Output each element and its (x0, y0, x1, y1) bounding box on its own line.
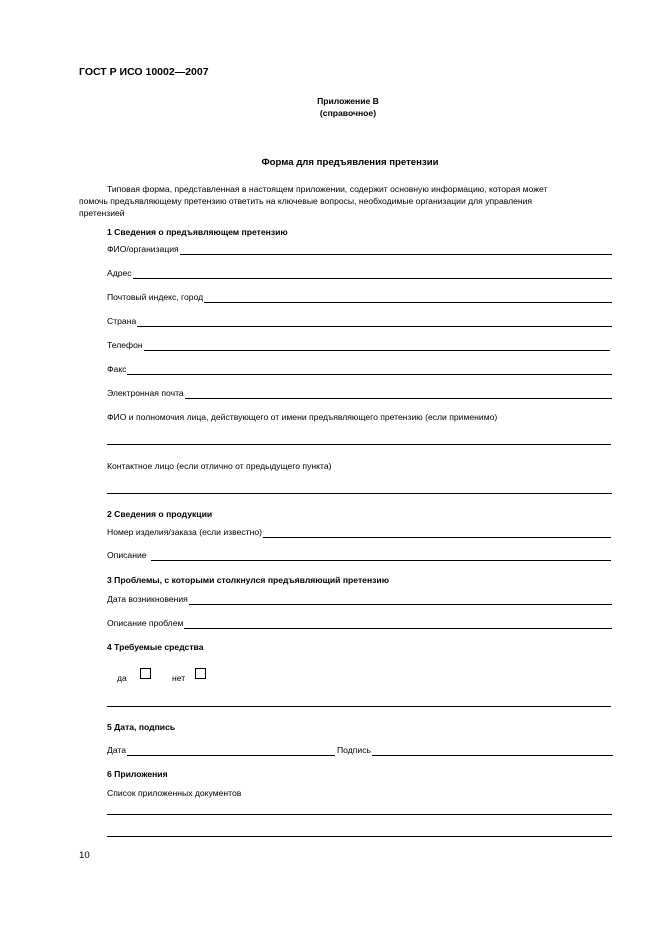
field-label: Описание (107, 550, 147, 560)
field-blank[interactable] (144, 342, 610, 351)
yes-checkbox[interactable] (140, 668, 151, 679)
attachments-blank-2[interactable] (107, 835, 612, 837)
no-checkbox[interactable] (195, 668, 206, 679)
attachments-list-label: Список приложенных документов (107, 788, 242, 798)
intro-line-1: Типовая форма, представленная в настоящем приложении, содержит основную информацию, которая может (107, 184, 548, 194)
remedy-blank[interactable] (107, 705, 611, 707)
field-address[interactable] (107, 268, 612, 279)
field-label: Страна (107, 316, 137, 326)
document-code: ГОСТ Р ИСО 10002—2007 (79, 66, 209, 78)
form-title: Форма для предъявления претензии (261, 157, 439, 168)
section-2-title: 2 Сведения о продукции (107, 509, 213, 519)
representative-label: ФИО и полномочия лица, действующего от имени предъявляющего претензию (если применимо) (107, 412, 498, 422)
field-label: Дата (107, 745, 127, 755)
representative-blank[interactable] (107, 443, 611, 445)
field-product-number[interactable] (107, 527, 611, 538)
appendix-type: (справочное) (319, 108, 377, 118)
field-phone[interactable] (107, 340, 610, 351)
field-blank[interactable] (204, 294, 612, 303)
field-blank[interactable] (127, 747, 335, 756)
field-email[interactable] (107, 388, 612, 399)
no-label: нет (172, 673, 186, 683)
field-label: Дата возникновения (107, 594, 188, 604)
field-label: Подпись (337, 745, 372, 755)
field-name-org[interactable] (107, 244, 612, 255)
intro-line-2: помочь предъявляющему претензию ответить на ключевые вопросы, необходимые организации для управления (79, 196, 533, 206)
field-label: Телефон (107, 340, 143, 350)
section-6-title: 6 Приложения (107, 769, 168, 779)
attachments-blank-1[interactable] (107, 813, 612, 815)
field-date[interactable] (107, 745, 335, 756)
field-blank[interactable] (137, 318, 612, 327)
section-3-title: 3 Проблемы, с которыми столкнулся предъявляющий претензию (107, 575, 390, 585)
field-product-description[interactable] (107, 550, 611, 561)
section-1-title: 1 Сведения о предъявляющем претензию (107, 227, 288, 237)
field-label: Номер изделия/заказа (если известно) (107, 527, 262, 537)
field-label: Описание проблем (107, 618, 184, 628)
appendix-title: Приложение В (317, 96, 379, 106)
field-label: Почтовый индекс, город (107, 292, 204, 302)
field-blank[interactable] (180, 246, 612, 255)
field-label: Электронная почта (107, 388, 184, 398)
field-label: ФИО/организация (107, 244, 179, 254)
intro-line-3: претензией (79, 208, 125, 218)
field-blank[interactable] (185, 390, 612, 399)
contact-person-blank[interactable] (107, 492, 612, 494)
contact-person-label: Контактное лицо (если отлично от предыдущего пункта) (107, 461, 332, 471)
field-postal-city[interactable] (107, 292, 612, 303)
yes-label: да (117, 673, 127, 683)
field-signature[interactable] (337, 745, 613, 756)
page-number: 10 (79, 850, 90, 861)
field-blank[interactable] (189, 596, 612, 605)
section-5-title: 5 Дата, подпись (107, 722, 176, 732)
field-blank[interactable] (263, 529, 611, 538)
field-label: Факс (107, 364, 127, 374)
field-occurrence-date[interactable] (107, 594, 612, 605)
field-blank[interactable] (151, 552, 611, 561)
field-blank[interactable] (127, 366, 612, 375)
field-country[interactable] (107, 316, 612, 327)
section-4-title: 4 Требуемые средства (107, 642, 204, 652)
field-problem-description[interactable] (107, 618, 612, 629)
field-blank[interactable] (184, 620, 612, 629)
field-label: Адрес (107, 268, 132, 278)
field-blank[interactable] (133, 270, 612, 279)
field-blank[interactable] (372, 747, 613, 756)
field-fax[interactable] (107, 364, 612, 375)
